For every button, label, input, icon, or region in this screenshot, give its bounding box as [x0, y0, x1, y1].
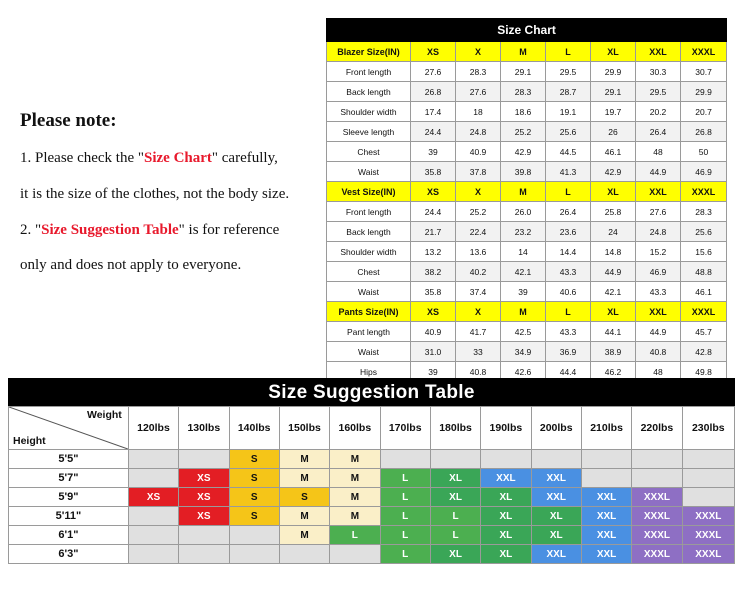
table-row [327, 302, 727, 322]
size-chart-column-header: XL [591, 42, 636, 62]
size-chart-cell: 44.4 [546, 362, 591, 382]
size-suggestion-cell [330, 545, 380, 564]
size-chart-cell: 42.9 [501, 142, 546, 162]
size-chart-cell: 29.9 [591, 62, 636, 82]
size-chart-row-label: Chest [327, 262, 411, 282]
size-chart-row-label: Sleeve length [327, 122, 411, 142]
size-suggestion-cell: L [330, 526, 380, 545]
table-row [327, 62, 727, 82]
size-chart-cell: 19.7 [591, 102, 636, 122]
size-chart-cell: 25.2 [501, 122, 546, 142]
size-chart-cell: 14 [501, 242, 546, 262]
size-suggestion-cell: XS [179, 469, 229, 488]
size-suggestion-cell [632, 469, 682, 488]
size-suggestion-cell [682, 469, 734, 488]
size-chart-row-label: Chest [327, 142, 411, 162]
size-chart-cell: 24.8 [456, 122, 501, 142]
size-suggestion-cell: XXXL [632, 507, 682, 526]
size-suggestion-cell: L [380, 507, 430, 526]
size-suggestion-cell: L [380, 545, 430, 564]
size-suggestion-cell: XXL [531, 488, 581, 507]
size-chart-cell: 15.6 [681, 242, 727, 262]
size-suggestion-cell: M [330, 469, 380, 488]
size-chart-column-header: XL [591, 302, 636, 322]
note-title: Please note: [20, 110, 117, 131]
weight-column-header: 120lbs [128, 407, 178, 450]
size-suggestion-cell: XXL [581, 545, 631, 564]
size-chart-column-header: XS [411, 302, 456, 322]
size-suggestion-cell: XL [430, 488, 480, 507]
size-chart-cell: 28.3 [456, 62, 501, 82]
size-suggestion-cell [128, 526, 178, 545]
size-chart-row-label: Waist [327, 282, 411, 302]
size-chart-cell: 29.1 [501, 62, 546, 82]
size-chart-cell: 37.8 [456, 162, 501, 182]
size-chart-cell: 44.5 [546, 142, 591, 162]
size-chart-column-header: XXL [636, 182, 681, 202]
size-suggestion-cell: XXL [531, 469, 581, 488]
size-chart-cell: 26.0 [501, 202, 546, 222]
size-chart-cell: 22.4 [456, 222, 501, 242]
note-block [20, 110, 320, 291]
size-chart-cell: 33 [456, 342, 501, 362]
size-suggestion-cell [229, 545, 279, 564]
size-suggestion-cell [682, 488, 734, 507]
weight-column-header: 190lbs [481, 407, 531, 450]
size-suggestion-cell: XXXL [682, 545, 734, 564]
size-chart-row-label: Back length [327, 82, 411, 102]
size-chart-cell: 25.2 [456, 202, 501, 222]
weight-column-header: 170lbs [380, 407, 430, 450]
table-row [9, 507, 735, 526]
size-chart-cell: 36.9 [546, 342, 591, 362]
size-chart-cell: 38.9 [591, 342, 636, 362]
size-chart-cell: 43.3 [546, 262, 591, 282]
size-suggestion-cell: M [279, 450, 329, 469]
size-chart-cell: 50 [681, 142, 727, 162]
table-row [9, 469, 735, 488]
size-chart-cell: 25.6 [681, 222, 727, 242]
size-chart-cell: 31.0 [411, 342, 456, 362]
size-suggestion-cell [632, 450, 682, 469]
weight-column-header: 200lbs [531, 407, 581, 450]
table-row [327, 342, 727, 362]
size-chart-row-label: Shoulder width [327, 242, 411, 262]
size-chart-cell: 26.4 [546, 202, 591, 222]
size-chart-cell: 25.8 [591, 202, 636, 222]
size-chart-column-header: XXL [636, 42, 681, 62]
weight-column-header: 130lbs [179, 407, 229, 450]
note-line-1b: it is the size of the clothes, not the body size. [20, 185, 290, 202]
size-suggestion-cell: S [229, 469, 279, 488]
size-chart-cell: 29.9 [681, 82, 727, 102]
size-suggestion-cell: XXXL [632, 545, 682, 564]
note-line-1-pre: 1. Please check the " [20, 150, 144, 166]
size-suggestion-cell: M [330, 450, 380, 469]
weight-column-header: 220lbs [632, 407, 682, 450]
height-row-header: 5'9" [9, 488, 129, 507]
note-line-2-post: " is for reference [178, 221, 280, 238]
weight-column-header: 230lbs [682, 407, 734, 450]
size-chart-column-header: M [501, 302, 546, 322]
note-line-1-post: " carefully, [211, 150, 278, 166]
size-suggestion-cell: XXL [581, 507, 631, 526]
size-chart-row-label: Waist [327, 342, 411, 362]
table-row [327, 102, 727, 122]
size-chart-cell: 23.2 [501, 222, 546, 242]
size-chart-column-header: L [546, 182, 591, 202]
weight-column-header: 140lbs [229, 407, 279, 450]
size-chart-cell: 44.9 [636, 322, 681, 342]
size-suggestion-cell [128, 507, 178, 526]
size-chart-cell: 28.7 [546, 82, 591, 102]
size-suggestion-cell [682, 450, 734, 469]
table-row [9, 526, 735, 545]
size-suggestion-cell: XXXL [682, 526, 734, 545]
weight-height-corner [9, 407, 129, 450]
size-chart-title: Size Chart [327, 19, 727, 42]
size-chart-column-header: M [501, 42, 546, 62]
size-chart-row-label: Pant length [327, 322, 411, 342]
size-chart-column-header: L [546, 302, 591, 322]
size-chart-cell: 28.3 [681, 202, 727, 222]
size-chart-cell: 48.8 [681, 262, 727, 282]
size-chart-cell: 39 [411, 142, 456, 162]
size-suggestion-cell: XL [481, 545, 531, 564]
size-chart-cell: 42.1 [501, 262, 546, 282]
size-chart-cell: 27.6 [636, 202, 681, 222]
size-suggestion-cell: L [380, 469, 430, 488]
weight-column-header: 150lbs [279, 407, 329, 450]
size-chart-cell: 28.3 [501, 82, 546, 102]
size-chart-column-header: XL [591, 182, 636, 202]
table-row [9, 488, 735, 507]
size-chart-cell: 26.4 [636, 122, 681, 142]
size-chart-column-header: XS [411, 42, 456, 62]
size-suggestion-cell: XS [179, 507, 229, 526]
note-line-2 [20, 220, 320, 242]
height-row-header: 5'11" [9, 507, 129, 526]
size-chart-cell: 38.2 [411, 262, 456, 282]
size-chart-cell: 29.1 [591, 82, 636, 102]
size-chart-cell: 40.8 [456, 362, 501, 382]
table-row [9, 545, 735, 564]
table-row [9, 450, 735, 469]
size-chart-cell: 35.8 [411, 162, 456, 182]
size-suggestion-cell: XXL [581, 488, 631, 507]
size-chart-cell: 24.4 [411, 202, 456, 222]
size-chart-row-label: Shoulder width [327, 102, 411, 122]
size-chart-row-label: Front length [327, 202, 411, 222]
note-line-2-highlight: Size Suggestion Table [41, 221, 179, 238]
weight-column-header: 180lbs [430, 407, 480, 450]
size-chart-row-label: Hips [327, 362, 411, 382]
size-chart-cell: 26 [591, 122, 636, 142]
size-suggestion-cell: XS [128, 488, 178, 507]
size-chart-cell: 42.9 [591, 162, 636, 182]
size-suggestion-cell [179, 545, 229, 564]
size-chart-cell: 21.7 [411, 222, 456, 242]
size-suggestion-cell [581, 469, 631, 488]
size-suggestion-cell: L [380, 488, 430, 507]
size-chart-cell: 29.5 [636, 82, 681, 102]
size-suggestion-cell [380, 450, 430, 469]
note-line-2b: only and does not apply to everyone. [20, 257, 242, 274]
size-chart-cell: 46.9 [681, 162, 727, 182]
size-chart-cell: 27.6 [456, 82, 501, 102]
size-chart-cell: 44.9 [636, 162, 681, 182]
size-suggestion-cell: L [430, 507, 480, 526]
size-chart-cell: 29.5 [546, 62, 591, 82]
size-chart-column-header: X [456, 302, 501, 322]
size-chart-cell: 39 [501, 282, 546, 302]
table-row [327, 262, 727, 282]
size-chart-cell: 20.7 [681, 102, 727, 122]
size-suggestion-cell: XXL [581, 526, 631, 545]
size-chart-cell: 24 [591, 222, 636, 242]
size-suggestion-cell: XL [531, 507, 581, 526]
size-suggestion-cell: XL [430, 545, 480, 564]
size-chart-cell: 24.4 [411, 122, 456, 142]
table-row [327, 202, 727, 222]
size-chart-cell: 35.8 [411, 282, 456, 302]
size-suggestion-cell: XL [430, 469, 480, 488]
size-suggestion-title: Size Suggestion Table [8, 378, 735, 406]
size-suggestion-cell: XXL [481, 469, 531, 488]
note-line-2-pre: 2. " [20, 221, 42, 238]
size-chart-cell: 40.6 [546, 282, 591, 302]
size-chart-cell: 42.6 [501, 362, 546, 382]
size-chart-cell: 17.4 [411, 102, 456, 122]
table-row [327, 222, 727, 242]
size-suggestion-cell [229, 526, 279, 545]
size-suggestion-cell [531, 450, 581, 469]
size-chart-cell: 27.6 [411, 62, 456, 82]
size-chart-cell: 26.8 [411, 82, 456, 102]
size-chart-cell: 13.2 [411, 242, 456, 262]
size-chart-row-label: Back length [327, 222, 411, 242]
size-suggestion-cell: S [279, 488, 329, 507]
size-chart-cell: 42.1 [591, 282, 636, 302]
size-chart-column-header: XXXL [681, 302, 727, 322]
size-suggestion-cell: XS [179, 488, 229, 507]
size-chart-cell: 37.4 [456, 282, 501, 302]
size-chart-cell: 40.2 [456, 262, 501, 282]
size-chart-cell: 44.1 [591, 322, 636, 342]
table-row [327, 322, 727, 342]
size-chart-cell: 24.8 [636, 222, 681, 242]
size-chart-section-header: Blazer Size(IN) [327, 42, 411, 62]
size-chart-cell: 18 [456, 102, 501, 122]
size-suggestion-cell [430, 450, 480, 469]
note-line-1-highlight: Size Chart [144, 150, 212, 166]
size-chart-cell: 39 [411, 362, 456, 382]
size-suggestion-cell: XL [481, 507, 531, 526]
size-chart-cell: 40.9 [456, 142, 501, 162]
size-suggestion-table [8, 406, 735, 564]
size-chart-cell: 30.3 [636, 62, 681, 82]
size-suggestion-cell: S [229, 450, 279, 469]
table-row [327, 182, 727, 202]
weight-column-header: 210lbs [581, 407, 631, 450]
size-suggestion-cell [581, 450, 631, 469]
size-chart-cell: 25.6 [546, 122, 591, 142]
size-chart-column-header: M [501, 182, 546, 202]
size-chart-cell: 15.2 [636, 242, 681, 262]
size-chart-row-label: Waist [327, 162, 411, 182]
size-suggestion-cell: XXL [531, 545, 581, 564]
size-chart-cell: 19.1 [546, 102, 591, 122]
size-suggestion-cell [128, 545, 178, 564]
size-suggestion-cell: XL [481, 526, 531, 545]
size-suggestion-cell: XXXL [632, 488, 682, 507]
size-suggestion-cell [179, 526, 229, 545]
size-suggestion-cell: XXXL [632, 526, 682, 545]
table-row [327, 142, 727, 162]
table-row [327, 42, 727, 62]
size-chart-cell: 44.9 [591, 262, 636, 282]
size-chart-cell: 46.1 [591, 142, 636, 162]
table-row [327, 19, 727, 42]
size-chart-column-header: XXXL [681, 42, 727, 62]
height-row-header: 6'3" [9, 545, 129, 564]
size-chart-column-header: L [546, 42, 591, 62]
size-chart-cell: 43.3 [636, 282, 681, 302]
height-row-header: 5'5" [9, 450, 129, 469]
table-row [327, 282, 727, 302]
size-chart-cell: 13.6 [456, 242, 501, 262]
size-suggestion-cell [179, 450, 229, 469]
weight-column-header: 160lbs [330, 407, 380, 450]
size-chart-cell: 48 [636, 142, 681, 162]
size-suggestion-block [8, 378, 735, 564]
size-chart-cell: 45.7 [681, 322, 727, 342]
size-chart-cell: 40.9 [411, 322, 456, 342]
size-chart-cell: 42.8 [681, 342, 727, 362]
size-suggestion-cell: S [229, 507, 279, 526]
table-row [327, 82, 727, 102]
size-chart-row-label: Front length [327, 62, 411, 82]
size-chart-cell: 46.1 [681, 282, 727, 302]
size-chart-cell: 26.8 [681, 122, 727, 142]
size-suggestion-cell: XL [481, 488, 531, 507]
size-suggestion-cell: L [430, 526, 480, 545]
size-chart-column-header: X [456, 42, 501, 62]
size-chart-cell: 14.8 [591, 242, 636, 262]
size-suggestion-cell [128, 469, 178, 488]
corner-height-label: Height [13, 435, 46, 447]
size-chart-table [326, 18, 727, 382]
size-chart-cell: 39.8 [501, 162, 546, 182]
height-row-header: 6'1" [9, 526, 129, 545]
size-chart-cell: 46.2 [591, 362, 636, 382]
size-suggestion-cell [279, 545, 329, 564]
size-chart-cell: 43.3 [546, 322, 591, 342]
size-suggestion-cell [481, 450, 531, 469]
size-chart-cell: 41.7 [456, 322, 501, 342]
size-chart-column-header: X [456, 182, 501, 202]
corner-weight-label: Weight [87, 409, 122, 421]
size-suggestion-cell: XL [531, 526, 581, 545]
size-chart-column-header: XS [411, 182, 456, 202]
size-suggestion-cell: M [279, 507, 329, 526]
size-chart-section-header: Vest Size(IN) [327, 182, 411, 202]
table-row [327, 162, 727, 182]
size-chart-column-header: XXXL [681, 182, 727, 202]
size-chart-column-header: XXL [636, 302, 681, 322]
size-chart-cell: 30.7 [681, 62, 727, 82]
table-row [327, 242, 727, 262]
size-chart-cell: 42.5 [501, 322, 546, 342]
size-suggestion-cell: S [229, 488, 279, 507]
size-suggestion-cell: XXXL [682, 507, 734, 526]
note-line-1 [20, 148, 320, 170]
size-chart-cell: 40.8 [636, 342, 681, 362]
size-chart-cell: 20.2 [636, 102, 681, 122]
size-suggestion-cell: L [380, 526, 430, 545]
size-suggestion-cell: M [330, 507, 380, 526]
height-row-header: 5'7" [9, 469, 129, 488]
size-chart-cell: 41.3 [546, 162, 591, 182]
size-suggestion-cell [128, 450, 178, 469]
table-row [327, 122, 727, 142]
size-chart-section-header: Pants Size(IN) [327, 302, 411, 322]
size-chart-cell: 46.9 [636, 262, 681, 282]
size-chart-cell: 49.8 [681, 362, 727, 382]
size-chart-cell: 34.9 [501, 342, 546, 362]
size-chart-cell: 18.6 [501, 102, 546, 122]
size-chart-cell: 48 [636, 362, 681, 382]
size-chart-cell: 23.6 [546, 222, 591, 242]
size-suggestion-cell: M [330, 488, 380, 507]
size-chart-cell: 14.4 [546, 242, 591, 262]
size-suggestion-cell: M [279, 526, 329, 545]
size-suggestion-cell: M [279, 469, 329, 488]
table-row [9, 407, 735, 450]
